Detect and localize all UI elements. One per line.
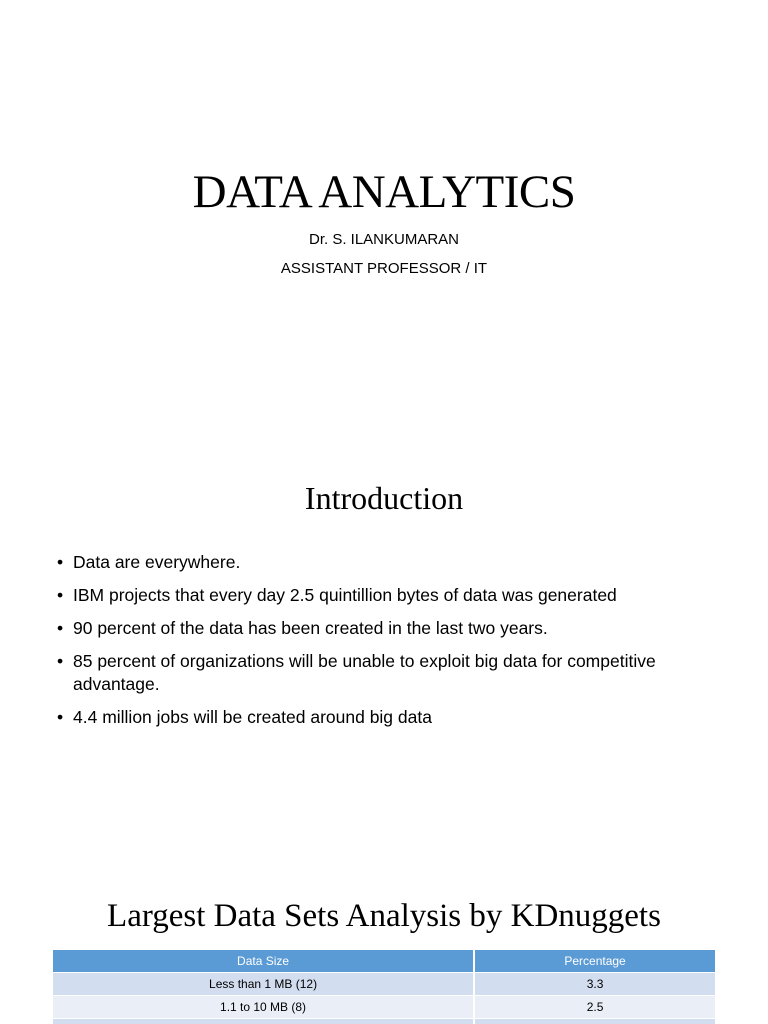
bullet-item: • Data are everywhere. [57,551,697,574]
bullet-item: • 90 percent of the data has been created in the last two years. [57,617,697,640]
author-name: Dr. S. ILANKUMARAN [308,231,460,248]
table-cell: Less than 1 MB (12) [53,973,474,996]
bullet-item: • IBM projects that every day 2.5 quintillion bytes of data was generated [57,584,697,607]
table-cell: 2.5 [474,996,715,1019]
introduction-slide [0,430,768,850]
bullet-item: • 4.4 million jobs will be created around big data [57,706,697,729]
column-header-data-size: Data Size [53,950,474,973]
introduction-title: Introduction [304,480,464,516]
data-size-table [53,950,715,1024]
title-slide [0,0,768,430]
table-row [53,996,715,1019]
kdnuggets-slide [0,880,768,1024]
table-cell [474,1019,715,1024]
presentation-title: DATA ANALYTICS [192,166,576,218]
bullet-item: • 85 percent of organizations will be unable to exploit big data for competitive advantage. [57,650,697,696]
kdnuggets-title: Largest Data Sets Analysis by KDnuggets [107,898,661,934]
table-cell [53,1019,474,1024]
table-row [53,1019,715,1024]
table-cell: 1.1 to 10 MB (8) [53,996,474,1019]
introduction-bullet-list [57,551,697,739]
table-row [53,973,715,996]
table-header-row [53,950,715,973]
column-header-percentage: Percentage [474,950,715,973]
author-position: ASSISTANT PROFESSOR / IT [280,260,488,277]
table-cell: 3.3 [474,973,715,996]
